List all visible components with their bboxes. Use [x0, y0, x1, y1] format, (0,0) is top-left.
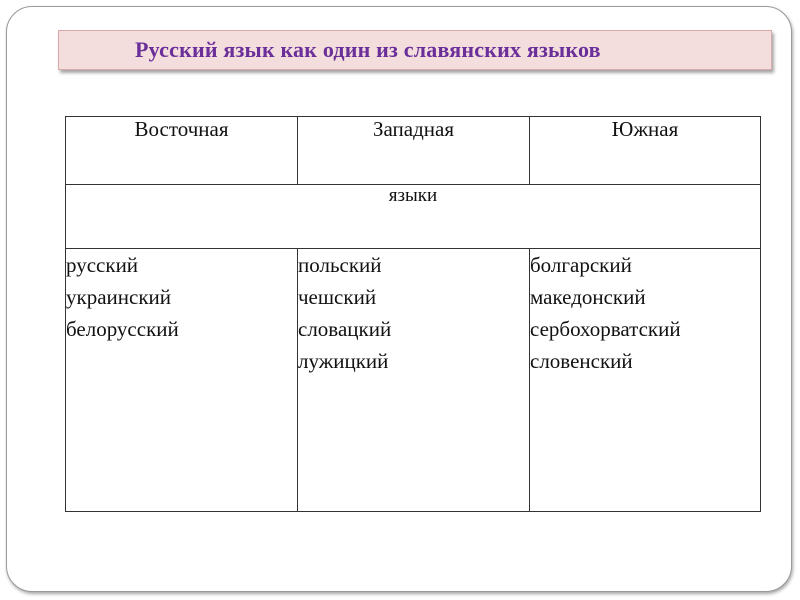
list-item: словенский — [530, 349, 633, 373]
list-item: русский — [66, 253, 139, 277]
table-header-row — [66, 117, 761, 185]
list-item: болгарский — [530, 253, 632, 277]
list-item: украинский — [66, 285, 171, 309]
languages-table — [65, 116, 761, 512]
list-item: сербохорватский — [530, 317, 681, 341]
list-item: чешский — [298, 285, 377, 309]
title-banner — [58, 30, 772, 70]
header-cell-east: Восточная — [66, 117, 298, 185]
table-subheader-row — [66, 185, 761, 249]
list-item: македонский — [530, 285, 646, 309]
list-item: словацкий — [298, 317, 392, 341]
slide-title: Русский язык как один из славянских языков — [135, 37, 601, 62]
list-item: белорусский — [66, 317, 179, 341]
list-item: лужицкий — [298, 349, 389, 373]
header-cell-south: Южная — [530, 117, 761, 185]
header-cell-west: Западная — [298, 117, 530, 185]
subheader-cell: языки — [66, 185, 761, 249]
east-languages-cell — [66, 249, 298, 512]
list-item: польский — [298, 253, 382, 277]
south-languages-cell — [530, 249, 761, 512]
west-languages-cell — [298, 249, 530, 512]
table-body-row — [66, 249, 761, 512]
